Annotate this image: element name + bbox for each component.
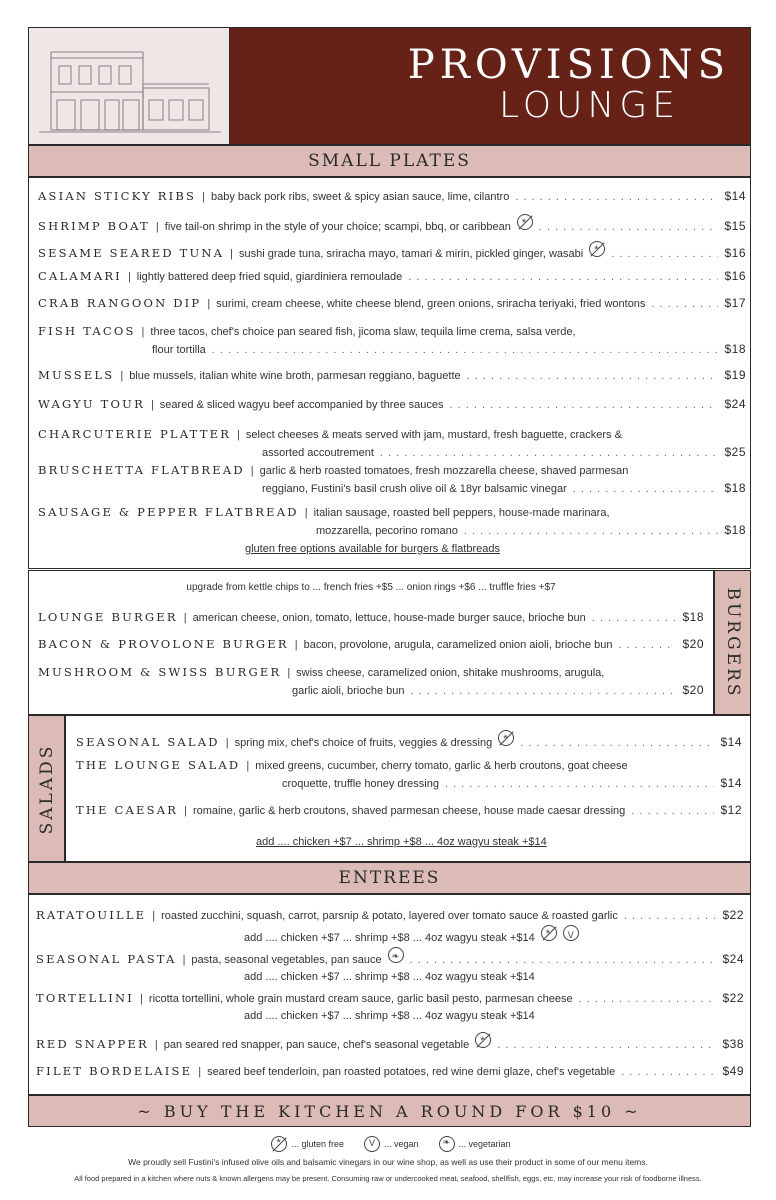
legend-gluten-free-label: ... gluten free [291, 1139, 344, 1149]
item-desc: sushi grade tuna, sriracha mayo, tamari & mirin, pickled ginger, wasabi [238, 248, 584, 260]
item-desc: italian sausage, roasted bell peppers, house-made marinara, [313, 507, 610, 519]
vegan-icon [563, 925, 579, 941]
salads-heading-label: SALADS [36, 743, 57, 834]
item-desc: bacon, provolone, arugula, caramelized onion aioli, brioche bun [303, 639, 613, 651]
entrees-heading: ENTREES [28, 862, 751, 894]
menu-item: TORTELLINI | ricotta tortellini, whole grain mustard cream sauce, garlic basil pesto, parmesan cheese . . . $22 add .... chicken +$7 ... shrimp +$8 ... 4oz wagyu steak +$14 [36, 990, 744, 1025]
vegetarian-icon [439, 1136, 455, 1152]
menu-item: FILET BORDELAISE | seared beef tenderloin, pan roasted potatoes, red wine demi glaze, chef's vegetable . . . $49 [36, 1063, 744, 1081]
item-desc: seared & sliced wagyu beef accompanied by three sauces [159, 399, 444, 411]
item-name: SEASONAL PASTA [36, 952, 177, 966]
menu-item: SHRIMP BOAT | five tail-on shrimp in the style of your choice; scampi, bbq, or caribbean * . . . $15 [38, 214, 746, 236]
item-desc: three tacos, chef's choice pan seared fish, jicoma slaw, tequila lime crema, salsa verde, [150, 326, 576, 338]
item-name: LOUNGE BURGER [38, 610, 178, 624]
item-name: SEASONAL SALAD [76, 735, 220, 749]
item-desc: five tail-on shrimp in the style of your choice; scampi, bbq, or caribbean [164, 221, 511, 233]
item-price: $18 [724, 523, 746, 537]
gluten-free-note: gluten free options available for burgers & flatbreads [245, 543, 500, 555]
burgers-heading-label: BURGERS [722, 586, 743, 699]
menu-item: MUSHROOM & SWISS BURGER | swiss cheese, caramelized onion, shitake mushrooms, arugula, garlic aioli, brioche bun . . . $20 [38, 664, 704, 700]
item-desc: lightly battered deep fried squid, giardiniera remoulade [136, 271, 403, 283]
item-desc-cont: reggiano, Fustini's basil crush olive oil & 18yr balsamic vinegar [262, 483, 567, 495]
gluten-free-icon [589, 241, 605, 257]
restaurant-name: PROVISIONS [407, 42, 730, 88]
buy-kitchen-round-banner: ~ BUY THE KITCHEN A ROUND FOR $10 ~ [28, 1095, 751, 1127]
item-price: $17 [724, 296, 746, 310]
menu-item: CHARCUTERIE PLATTER | select cheeses & meats served with jam, mustard, fresh baguette, crackers & assorted accoutrement . . . $25 [38, 426, 746, 462]
item-desc-cont: croquette, truffle honey dressing [282, 778, 439, 790]
item-name: CRAB RANGOON DIP [38, 296, 202, 310]
salads-add-note: add .... chicken +$7 ... shrimp +$8 ... 4oz wagyu steak +$14 [256, 836, 547, 848]
menu-item: RED SNAPPER | pan seared red snapper, pan sauce, chef's seasonal vegetable * . . . $38 [36, 1032, 744, 1054]
item-name: RATATOUILLE [36, 908, 147, 922]
item-desc: seared beef tenderloin, pan roasted potatoes, red wine demi glaze, chef's vegetable [207, 1066, 616, 1078]
gluten-free-icon [475, 1032, 491, 1048]
item-price: $16 [724, 246, 746, 260]
item-desc: blue mussels, italian white wine broth, parmesan reggiano, baguette [129, 370, 461, 382]
legend-gluten-free [265, 1136, 344, 1152]
menu-item: THE LOUNGE SALAD | mixed greens, cucumber, cherry tomato, garlic & herb croutons, goat cheese croquette, truffle honey dressing . . . $14 [76, 757, 742, 793]
item-price: $24 [724, 397, 746, 411]
menu-item: LOUNGE BURGER | american cheese, onion, tomato, lettuce, house-made burger sauce, brioche bun . . . $18 [38, 609, 704, 627]
item-desc: baby back pork ribs, sweet & spicy asian sauce, lime, cilantro [210, 191, 510, 203]
item-price: $14 [720, 776, 742, 790]
item-price: $20 [682, 683, 704, 697]
item-name: MUSHROOM & SWISS BURGER [38, 665, 282, 679]
gluten-free-icon [498, 730, 514, 746]
item-add-ons: add .... chicken +$7 ... shrimp +$8 ... 4oz wagyu steak +$14 [244, 932, 535, 944]
menu-item: CRAB RANGOON DIP | surimi, cream cheese, white cheese blend, green onions, sriracha teriyaki, fried wontons . . . $17 [38, 295, 746, 313]
item-desc-cont: garlic aioli, brioche bun [292, 685, 405, 697]
item-desc-cont: flour tortilla [152, 344, 206, 356]
footer-fustini-note: We proudly sell Fustini's infused olive oils and balsamic vinegars in our wine shop, as well as use their product in some of our menu items. [128, 1157, 648, 1167]
item-price: $25 [724, 445, 746, 459]
menu-item: BACON & PROVOLONE BURGER | bacon, provolone, arugula, caramelized onion aioli, brioche bun . . . $20 [38, 636, 704, 654]
item-price: $24 [722, 952, 744, 966]
item-add-ons: add .... chicken +$7 ... shrimp +$8 ... 4oz wagyu steak +$14 [244, 1010, 535, 1022]
item-desc: pan seared red snapper, pan sauce, chef's seasonal vegetable [163, 1039, 470, 1051]
item-price: $15 [724, 219, 746, 233]
menu-item: CALAMARI | lightly battered deep fried squid, giardiniera remoulade . . . $16 [38, 268, 746, 286]
item-name: CHARCUTERIE PLATTER [38, 427, 232, 441]
item-name: ASIAN STICKY RIBS [38, 189, 197, 203]
item-price: $22 [722, 991, 744, 1005]
menu-item: SAUSAGE & PEPPER FLATBREAD | italian sausage, roasted bell peppers, house-made marinara, mozzarella, pecorino romano . . . $18 [38, 504, 746, 540]
menu-item: ASIAN STICKY RIBS | baby back pork ribs, sweet & spicy asian sauce, lime, cilantro . . . $14 [38, 188, 746, 206]
legend-vegan-label: ... vegan [383, 1139, 419, 1149]
gluten-free-icon [271, 1136, 287, 1152]
menu-item: FISH TACOS | three tacos, chef's choice pan seared fish, jicoma slaw, tequila lime crema, salsa verde, flour tortilla . . . $18 [38, 323, 746, 359]
burgers-upgrade-note: upgrade from kettle chips to ... french fries +$5 ... onion rings +$6 ... truffle fries +$7 [186, 582, 556, 593]
item-desc: select cheeses & meats served with jam, mustard, fresh baguette, crackers & [245, 429, 622, 441]
legend-vegan [358, 1136, 419, 1152]
item-name: FILET BORDELAISE [36, 1064, 193, 1078]
menu-item: SEASONAL PASTA | pasta, seasonal vegetables, pan sauce ❧ . . . $24 add .... chicken +$7 ... shrimp +$8 ... 4oz wagyu steak +$14 [36, 947, 744, 986]
vegetarian-icon [388, 947, 404, 963]
gluten-free-icon [541, 925, 557, 941]
item-desc: roasted zucchini, squash, carrot, parsnip & potato, layered over tomato sauce & roasted garlic [161, 910, 618, 922]
item-name: THE LOUNGE SALAD [76, 758, 241, 772]
item-name: FISH TACOS [38, 324, 136, 338]
item-price: $12 [720, 803, 742, 817]
item-desc: garlic & herb roasted tomatoes, fresh mozzarella cheese, shaved parmesan [259, 465, 629, 477]
dietary-legend [0, 1136, 776, 1152]
item-desc: pasta, seasonal vegetables, pan sauce [191, 954, 382, 966]
menu-item: WAGYU TOUR | seared & sliced wagyu beef accompanied by three sauces . . . $24 [38, 396, 746, 414]
menu-item: RATATOUILLE | roasted zucchini, squash, carrot, parsnip & potato, layered over tomato sauce & roasted garlic . . . $22 add .... chicken +$7 ... shrimp +$8 ... 4oz wagyu steak +$14 * V [36, 907, 744, 947]
item-price: $18 [724, 481, 746, 495]
small-plates-heading: SMALL PLATES [28, 145, 751, 177]
item-add-ons: add .... chicken +$7 ... shrimp +$8 ... 4oz wagyu steak +$14 [244, 971, 535, 983]
brand-panel [230, 28, 750, 144]
item-price: $18 [682, 610, 704, 624]
menu-item: SEASONAL SALAD | spring mix, chef's choice of fruits, veggies & dressing * . . . $14 [76, 730, 742, 752]
item-price: $20 [682, 637, 704, 651]
building-sketch-icon [29, 28, 230, 144]
item-desc: spring mix, chef's choice of fruits, veggies & dressing [234, 737, 493, 749]
item-desc: swiss cheese, caramelized onion, shitake mushrooms, arugula, [296, 667, 605, 679]
legend-vegetarian [433, 1136, 511, 1152]
item-name: SESAME SEARED TUNA [38, 246, 225, 260]
building-illustration [29, 28, 230, 144]
item-desc-cont: assorted accoutrement [262, 447, 374, 459]
item-price: $38 [722, 1037, 744, 1051]
legend-vegetarian-label: ... vegetarian [458, 1139, 511, 1149]
menu-item: SESAME SEARED TUNA | sushi grade tuna, sriracha mayo, tamari & mirin, pickled ginger, wasabi * . . . $16 [38, 241, 746, 263]
item-name: SAUSAGE & PEPPER FLATBREAD [38, 505, 299, 519]
item-name: WAGYU TOUR [38, 397, 145, 411]
item-name: BACON & PROVOLONE BURGER [38, 637, 289, 651]
item-name: THE CAESAR [76, 803, 179, 817]
vegan-icon [364, 1136, 380, 1152]
item-name: TORTELLINI [36, 991, 135, 1005]
item-desc: surimi, cream cheese, white cheese blend, green onions, sriracha teriyaki, fried wontons [216, 298, 646, 310]
item-name: RED SNAPPER [36, 1037, 149, 1051]
item-price: $16 [724, 269, 746, 283]
salads-heading [28, 715, 65, 862]
item-name: SHRIMP BOAT [38, 219, 150, 233]
footer-allergen-note: All food prepared in a kitchen where nuts & known allergens may be present. Consuming raw or undercooked meat, seafood, shellfish, eggs, etc. may increase your risk of foodborne illness. [74, 1174, 702, 1183]
item-name: CALAMARI [38, 269, 122, 283]
item-name: BRUSCHETTA FLATBREAD [38, 463, 245, 477]
item-desc: ricotta tortellini, whole grain mustard cream sauce, garlic basil pesto, parmesan cheese [148, 993, 573, 1005]
gluten-free-icon [517, 214, 533, 230]
restaurant-subtitle: LOUNGE [498, 85, 680, 126]
menu-header [28, 27, 751, 145]
menu-item: BRUSCHETTA FLATBREAD | garlic & herb roasted tomatoes, fresh mozzarella cheese, shaved parmesan reggiano, Fustini's basil crush olive oil & 18yr balsamic vinegar . . . $18 [38, 462, 746, 498]
item-price: $14 [720, 735, 742, 749]
item-price: $22 [722, 908, 744, 922]
menu-item: THE CAESAR | romaine, garlic & herb croutons, shaved parmesan cheese, house made caesar dressing . . . $12 [76, 802, 742, 820]
item-price: $18 [724, 342, 746, 356]
item-name: MUSSELS [38, 368, 115, 382]
item-price: $14 [724, 189, 746, 203]
menu-item: MUSSELS | blue mussels, italian white wine broth, parmesan reggiano, baguette . . . $19 [38, 367, 746, 385]
item-desc: mixed greens, cucumber, cherry tomato, garlic & herb croutons, goat cheese [255, 760, 628, 772]
item-desc: romaine, garlic & herb croutons, shaved parmesan cheese, house made caesar dressing [192, 805, 626, 817]
item-price: $49 [722, 1064, 744, 1078]
item-desc: american cheese, onion, tomato, lettuce, house-made burger sauce, brioche bun [192, 612, 586, 624]
item-desc-cont: mozzarella, pecorino romano [316, 525, 458, 537]
item-price: $19 [724, 368, 746, 382]
